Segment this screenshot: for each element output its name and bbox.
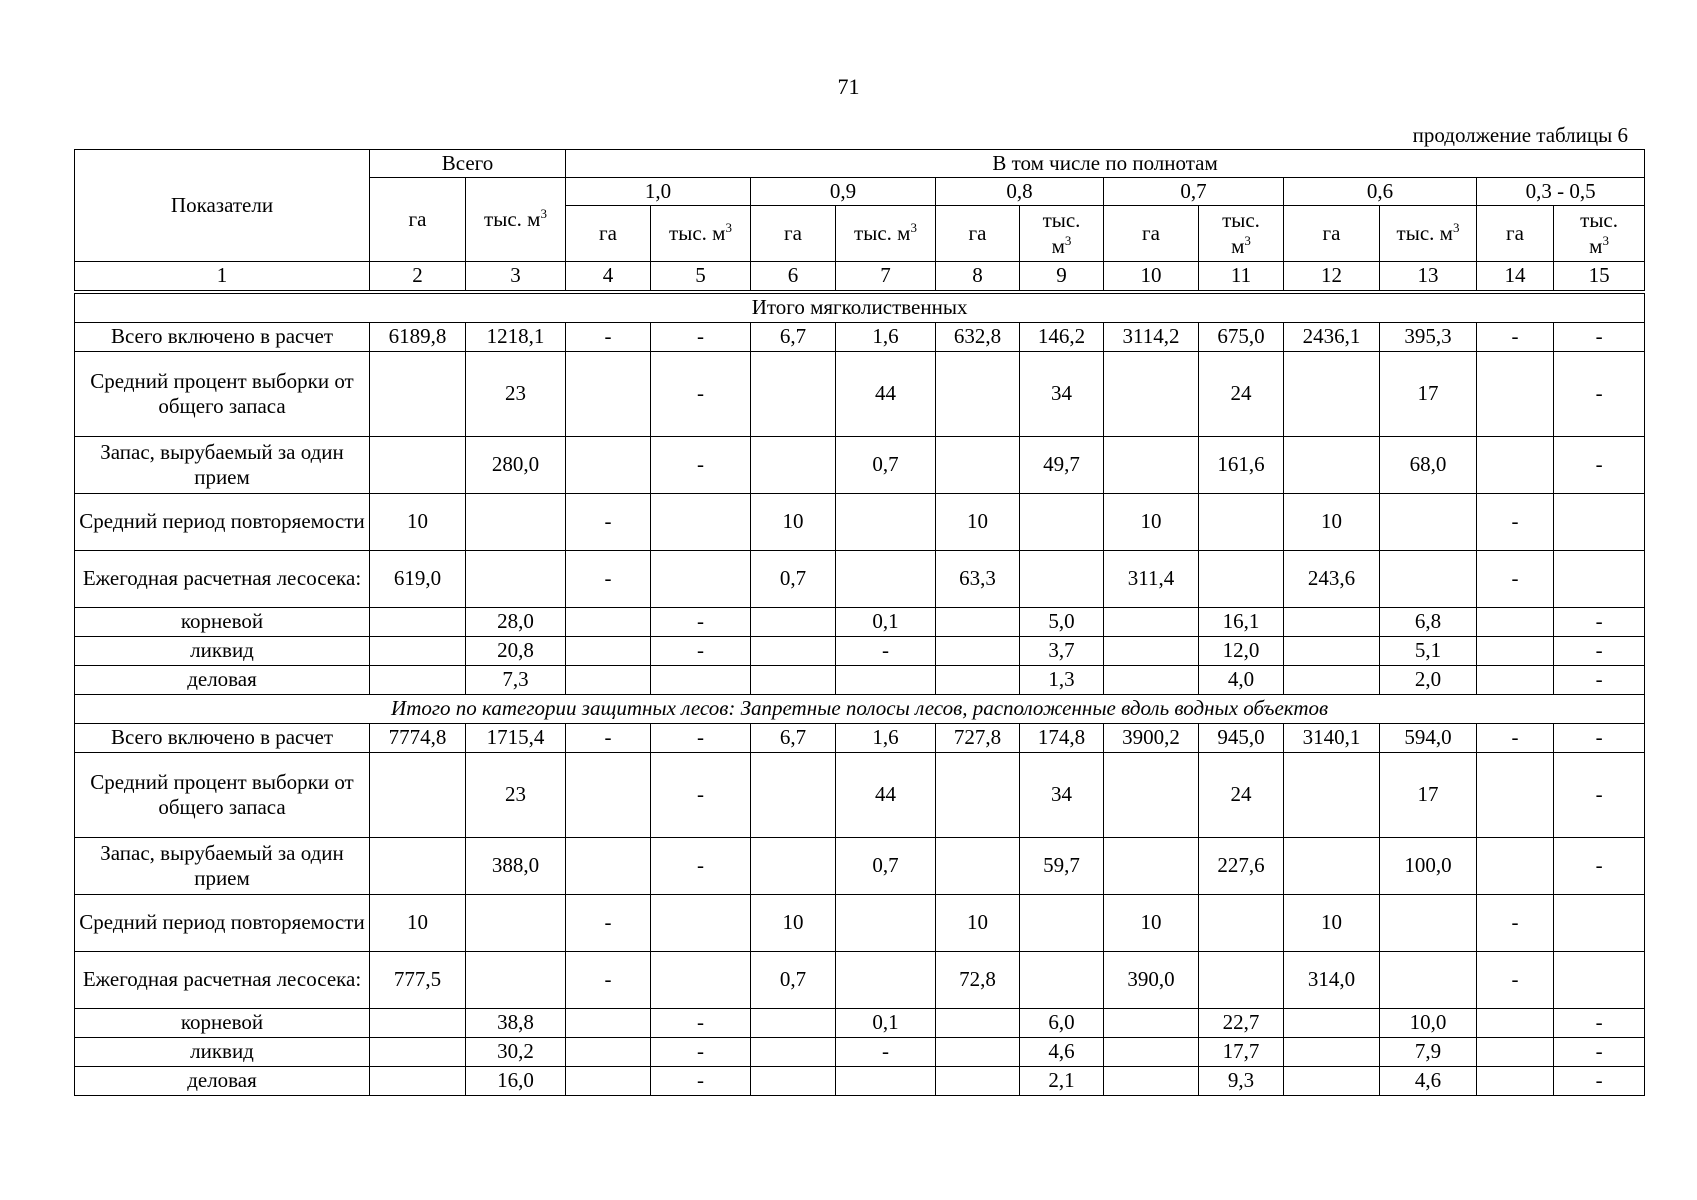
table-cell (936, 753, 1020, 838)
row-label: корневой (75, 608, 370, 637)
table-cell: 44 (836, 352, 936, 437)
table-cell: - (1554, 352, 1645, 437)
table-cell: - (566, 724, 651, 753)
table-cell (1104, 1009, 1199, 1038)
density-0-3-0-5: 0,3 - 0,5 (1477, 178, 1645, 206)
table-cell (1554, 895, 1645, 952)
unit-volume: тыс. $м^3$ (836, 206, 936, 262)
table-cell: 777,5 (370, 952, 466, 1009)
table-cell: 30,2 (466, 1038, 566, 1067)
table-cell (1199, 551, 1284, 608)
table-cell: 0,7 (751, 551, 836, 608)
table-cell: 17,7 (1199, 1038, 1284, 1067)
table-cell (836, 1067, 936, 1096)
table-cell: 174,8 (1020, 724, 1104, 753)
table-cell (1477, 637, 1554, 666)
column-number: 2 (370, 262, 466, 291)
table-cell: - (651, 323, 751, 352)
table-cell (1380, 551, 1477, 608)
table-cell (651, 551, 751, 608)
table-cell (1554, 551, 1645, 608)
unit-ha: га (566, 206, 651, 262)
page-number: 71 (837, 74, 860, 99)
table-row (75, 551, 1645, 608)
row-label: деловая (75, 666, 370, 695)
table-cell: 16,0 (466, 1067, 566, 1096)
row-label: Средний процент выборки от общего запаса (75, 352, 370, 437)
table-cell (836, 494, 936, 551)
table-cell (751, 666, 836, 695)
unit-volume: тыс. $м^3$ (651, 206, 751, 262)
table-cell: - (1554, 753, 1645, 838)
table-cell (370, 608, 466, 637)
table-cell (566, 637, 651, 666)
table-cell (651, 666, 751, 695)
table-row (75, 437, 1645, 494)
table-cell (370, 437, 466, 494)
table-cell (1104, 666, 1199, 695)
table-cell: 10 (936, 895, 1020, 952)
table-cell (1284, 666, 1380, 695)
table-cell: 0,7 (836, 437, 936, 494)
table-cell: 49,7 (1020, 437, 1104, 494)
table-cell (370, 838, 466, 895)
table-cell: 280,0 (466, 437, 566, 494)
column-number: 15 (1554, 262, 1645, 291)
table-cell (1199, 952, 1284, 1009)
table-cell: - (1554, 724, 1645, 753)
table-cell: 10 (751, 895, 836, 952)
table-cell: 24 (1199, 352, 1284, 437)
table-cell: 6,0 (1020, 1009, 1104, 1038)
table-cell (370, 1038, 466, 1067)
table-cell (1284, 1067, 1380, 1096)
density-0-9: 0,9 (751, 178, 936, 206)
table-cell (751, 1009, 836, 1038)
table-cell (936, 1067, 1020, 1096)
column-number: 4 (566, 262, 651, 291)
table-cell: 227,6 (1199, 838, 1284, 895)
table-cell: - (651, 838, 751, 895)
table-cell: 4,6 (1380, 1067, 1477, 1096)
column-number: 12 (1284, 262, 1380, 291)
table-cell (751, 608, 836, 637)
table-cell (1380, 494, 1477, 551)
table-cell: 0,7 (836, 838, 936, 895)
table-cell: - (566, 323, 651, 352)
table-cell (836, 551, 936, 608)
table-row (75, 637, 1645, 666)
table-row (75, 1038, 1645, 1067)
table-cell: 10 (751, 494, 836, 551)
column-number: 5 (651, 262, 751, 291)
table-cell (466, 551, 566, 608)
table-cell: 5,1 (1380, 637, 1477, 666)
column-number: 3 (466, 262, 566, 291)
unit-ha: га (1284, 206, 1380, 262)
table-row (75, 494, 1645, 551)
table-cell (370, 666, 466, 695)
table-cell: - (1477, 895, 1554, 952)
table-cell (1020, 494, 1104, 551)
table-cell: 390,0 (1104, 952, 1199, 1009)
table-cell (1477, 666, 1554, 695)
table-cell: - (1554, 1009, 1645, 1038)
row-label: ликвид (75, 637, 370, 666)
table-cell (936, 1038, 1020, 1067)
table-cell: 243,6 (1284, 551, 1380, 608)
table-cell (1104, 1067, 1199, 1096)
section-title: Итого мягколиственных (75, 294, 1645, 323)
table-cell: 59,7 (1020, 838, 1104, 895)
table-cell: 10 (1104, 494, 1199, 551)
table-cell: 72,8 (936, 952, 1020, 1009)
table-cell: 22,7 (1199, 1009, 1284, 1038)
table-cell: 3900,2 (1104, 724, 1199, 753)
table-cell: 314,0 (1284, 952, 1380, 1009)
table-cell: 4,6 (1020, 1038, 1104, 1067)
table-cell: - (1554, 637, 1645, 666)
table-cell (751, 838, 836, 895)
header-total-ha: га (370, 178, 466, 262)
table-cell (936, 608, 1020, 637)
section-title: Итого по категории защитных лесов: Запретные полосы лесов, расположенные вдоль водных объектов (75, 695, 1645, 724)
table-cell: - (651, 753, 751, 838)
table-cell (936, 1009, 1020, 1038)
table-cell (936, 666, 1020, 695)
table-cell (566, 352, 651, 437)
table-cell: 0,1 (836, 1009, 936, 1038)
table-cell: 632,8 (936, 323, 1020, 352)
table-cell: 2436,1 (1284, 323, 1380, 352)
table-cell: - (1554, 1067, 1645, 1096)
table-cell: - (651, 608, 751, 637)
table-cell (1380, 895, 1477, 952)
table-cell (1020, 551, 1104, 608)
table-cell (370, 1067, 466, 1096)
table-cell (1554, 952, 1645, 1009)
table-cell: 68,0 (1380, 437, 1477, 494)
table-row (75, 838, 1645, 895)
table-row (75, 753, 1645, 838)
table-cell (1284, 753, 1380, 838)
table-cell (1284, 1009, 1380, 1038)
table-cell: 10 (1104, 895, 1199, 952)
table-cell: - (1477, 494, 1554, 551)
table-cell: - (651, 1038, 751, 1067)
table-cell (836, 895, 936, 952)
table-cell: 63,3 (936, 551, 1020, 608)
table-cell: 6,7 (751, 724, 836, 753)
table-cell (651, 895, 751, 952)
table-cell: 34 (1020, 753, 1104, 838)
table-cell: 311,4 (1104, 551, 1199, 608)
density-0-7: 0,7 (1104, 178, 1284, 206)
unit-volume: тыс. $м^3$ (1199, 206, 1284, 262)
forest-table (74, 149, 1645, 1096)
table-cell: 6189,8 (370, 323, 466, 352)
table-cell (1284, 637, 1380, 666)
table-cell: 945,0 (1199, 724, 1284, 753)
unit-ha: га (751, 206, 836, 262)
table-cell (936, 352, 1020, 437)
table-cell: 675,0 (1199, 323, 1284, 352)
header-total-volume: тыс. $м^3$ (466, 178, 566, 262)
table-cell (566, 1038, 651, 1067)
table-cell (1477, 1067, 1554, 1096)
table-cell: - (836, 637, 936, 666)
table-cell: - (566, 952, 651, 1009)
table-cell (751, 1038, 836, 1067)
table-cell: - (1477, 323, 1554, 352)
header-by-density: В том числе по полнотам (566, 150, 1645, 178)
table-cell (1477, 352, 1554, 437)
table-cell: 1,6 (836, 724, 936, 753)
table-cell: 7774,8 (370, 724, 466, 753)
table-cell: 17 (1380, 753, 1477, 838)
table-row (75, 952, 1645, 1009)
table-cell: 1218,1 (466, 323, 566, 352)
table-cell (1477, 608, 1554, 637)
unit-ha: га (936, 206, 1020, 262)
table-cell: 388,0 (466, 838, 566, 895)
header-indicators: Показатели (75, 150, 370, 262)
table-cell (1284, 437, 1380, 494)
column-number: 10 (1104, 262, 1199, 291)
unit-volume: тыс. $м^3$ (1554, 206, 1645, 262)
table-cell: - (651, 1009, 751, 1038)
table-cell (1104, 1038, 1199, 1067)
table-cell (1104, 838, 1199, 895)
table-cell: - (1477, 724, 1554, 753)
table-cell (651, 952, 751, 1009)
row-label: Всего включено в расчет (75, 323, 370, 352)
table-cell (1284, 608, 1380, 637)
table-cell: - (566, 494, 651, 551)
table-cell: 4,0 (1199, 666, 1284, 695)
table-row (75, 1067, 1645, 1096)
table-cell (751, 637, 836, 666)
table-cell: 34 (1020, 352, 1104, 437)
table-cell: 17 (1380, 352, 1477, 437)
table-row (75, 352, 1645, 437)
table-cell: 10 (370, 494, 466, 551)
table-cell: 6,7 (751, 323, 836, 352)
column-number: 8 (936, 262, 1020, 291)
table-cell: 20,8 (466, 637, 566, 666)
table-cell: 23 (466, 352, 566, 437)
table-cell: 44 (836, 753, 936, 838)
table-cell (1284, 1038, 1380, 1067)
table-cell: 23 (466, 753, 566, 838)
table-cell: 3,7 (1020, 637, 1104, 666)
table-row (75, 1009, 1645, 1038)
unit-ha: га (1104, 206, 1199, 262)
table-cell (1477, 1038, 1554, 1067)
table-cell: 10 (1284, 494, 1380, 551)
column-number: 13 (1380, 262, 1477, 291)
table-cell: - (566, 895, 651, 952)
table-cell: - (1554, 608, 1645, 637)
table-cell: 10 (1284, 895, 1380, 952)
table-cell: - (651, 637, 751, 666)
table-cell: 12,0 (1199, 637, 1284, 666)
row-label: Запас, вырубаемый за один прием (75, 437, 370, 494)
continuation-label: продолжение таблицы 6 (1412, 123, 1628, 147)
table-cell: - (566, 551, 651, 608)
table-cell: 594,0 (1380, 724, 1477, 753)
table-cell: 1715,4 (466, 724, 566, 753)
table-cell (1380, 952, 1477, 1009)
table-cell (936, 437, 1020, 494)
table-cell (370, 637, 466, 666)
table-cell: - (836, 1038, 936, 1067)
table-cell (566, 1009, 651, 1038)
table-cell (1104, 437, 1199, 494)
table-cell (1284, 838, 1380, 895)
table-cell (651, 494, 751, 551)
table-cell: 395,3 (1380, 323, 1477, 352)
table-cell: 6,8 (1380, 608, 1477, 637)
table-cell: - (1477, 952, 1554, 1009)
unit-ha: га (1477, 206, 1554, 262)
table-cell: 1,3 (1020, 666, 1104, 695)
table-cell (1104, 608, 1199, 637)
table-cell: 0,1 (836, 608, 936, 637)
density-0-6: 0,6 (1284, 178, 1477, 206)
table-cell (370, 753, 466, 838)
table-cell: 3140,1 (1284, 724, 1380, 753)
table-cell: 38,8 (466, 1009, 566, 1038)
row-label: Ежегодная расчетная лесосека: (75, 551, 370, 608)
row-label: Средний процент выборки от общего запаса (75, 753, 370, 838)
table-cell (936, 637, 1020, 666)
density-0-8: 0,8 (936, 178, 1104, 206)
table-cell (1199, 494, 1284, 551)
table-cell (1199, 895, 1284, 952)
table-cell: 10,0 (1380, 1009, 1477, 1038)
table-cell (370, 1009, 466, 1038)
row-label: Средний период повторяемости (75, 895, 370, 952)
table-cell: 619,0 (370, 551, 466, 608)
table-cell: 146,2 (1020, 323, 1104, 352)
table-cell: - (651, 437, 751, 494)
table-cell: 10 (370, 895, 466, 952)
table-cell: 24 (1199, 753, 1284, 838)
table-cell (836, 952, 936, 1009)
table-cell: 16,1 (1199, 608, 1284, 637)
table-cell: 3114,2 (1104, 323, 1199, 352)
header-total: Всего (370, 150, 566, 178)
table-cell: 2,1 (1020, 1067, 1104, 1096)
table-cell (936, 838, 1020, 895)
row-label: корневой (75, 1009, 370, 1038)
table-cell (1020, 952, 1104, 1009)
table-cell: 0,7 (751, 952, 836, 1009)
table-cell (836, 666, 936, 695)
table-cell (751, 352, 836, 437)
row-label: Ежегодная расчетная лесосека: (75, 952, 370, 1009)
row-label: деловая (75, 1067, 370, 1096)
unit-volume: тыс. $м^3$ (1020, 206, 1104, 262)
table-cell (566, 437, 651, 494)
table-cell (1104, 637, 1199, 666)
table-cell: - (651, 352, 751, 437)
unit-volume: тыс. $м^3$ (1380, 206, 1477, 262)
table-cell: 7,3 (466, 666, 566, 695)
column-number: 11 (1199, 262, 1284, 291)
table-cell: 5,0 (1020, 608, 1104, 637)
table-cell: - (1477, 551, 1554, 608)
table-cell (1554, 494, 1645, 551)
table-cell (566, 666, 651, 695)
row-label: Средний период повторяемости (75, 494, 370, 551)
table-cell (1477, 838, 1554, 895)
table-cell (1477, 1009, 1554, 1038)
table-cell (566, 1067, 651, 1096)
table-cell: 7,9 (1380, 1038, 1477, 1067)
table-cell (751, 753, 836, 838)
table-cell: 1,6 (836, 323, 936, 352)
table-cell (370, 352, 466, 437)
table-cell: 28,0 (466, 608, 566, 637)
table-cell (1477, 753, 1554, 838)
table-cell: 727,8 (936, 724, 1020, 753)
table-cell: - (1554, 437, 1645, 494)
table-cell (466, 952, 566, 1009)
table-cell: - (651, 1067, 751, 1096)
density-1-0: 1,0 (566, 178, 751, 206)
table-cell (566, 753, 651, 838)
table-cell (466, 494, 566, 551)
table-cell: 161,6 (1199, 437, 1284, 494)
column-number: 14 (1477, 262, 1554, 291)
row-label: ликвид (75, 1038, 370, 1067)
table-row (75, 608, 1645, 637)
table-cell: 10 (936, 494, 1020, 551)
table-cell (1104, 753, 1199, 838)
table-cell (466, 895, 566, 952)
table-cell (751, 437, 836, 494)
row-label: Всего включено в расчет (75, 724, 370, 753)
table-cell: 9,3 (1199, 1067, 1284, 1096)
column-number: 9 (1020, 262, 1104, 291)
column-number: 7 (836, 262, 936, 291)
column-number: 1 (75, 262, 370, 291)
table-row (75, 323, 1645, 352)
table-cell (751, 1067, 836, 1096)
table-cell: - (1554, 1038, 1645, 1067)
table-row (75, 666, 1645, 695)
table-cell: - (1554, 323, 1645, 352)
table-cell (1284, 352, 1380, 437)
table-cell (566, 838, 651, 895)
table-cell (1477, 437, 1554, 494)
column-number: 6 (751, 262, 836, 291)
table-cell (1104, 352, 1199, 437)
table-row (75, 895, 1645, 952)
table-cell: 100,0 (1380, 838, 1477, 895)
table-row (75, 724, 1645, 753)
table-cell: - (1554, 666, 1645, 695)
table-cell (566, 608, 651, 637)
table-cell (1020, 895, 1104, 952)
table-cell: - (651, 724, 751, 753)
table-cell: - (1554, 838, 1645, 895)
row-label: Запас, вырубаемый за один прием (75, 838, 370, 895)
table-cell: 2,0 (1380, 666, 1477, 695)
